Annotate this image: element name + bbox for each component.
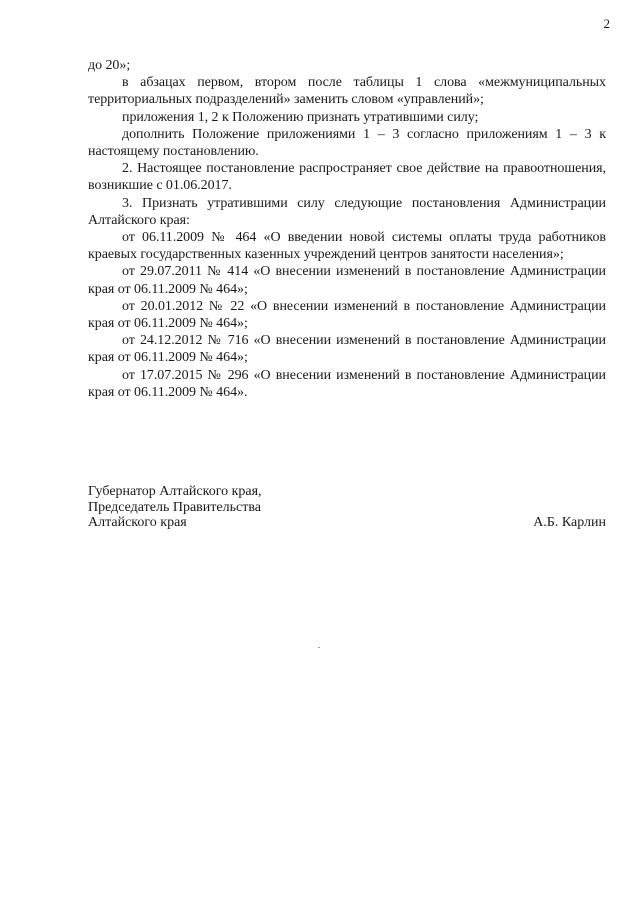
paragraph: приложения 1, 2 к Положению признать утратившими силу; [122, 109, 479, 125]
page-number: 2 [603, 16, 610, 31]
repealed-act-item: от 20.01.2012 № 22 «О внесении изменений в постановление Администрации края от 06.11.2009 № 464»; [88, 298, 606, 332]
signatory-title-line: Алтайского края [88, 515, 187, 530]
paragraph-continuation: до 20»; [88, 58, 131, 73]
paragraph: в абзацах первом, втором после таблицы 1 слова «межмуниципальных территориальных подразделений» заменить словом «управлений»; [88, 75, 606, 108]
repealed-act-item: от 17.07.2015 № 296 «О внесении изменений в постановление Администрации края от 06.11.2009 № 464». [88, 367, 606, 400]
repealed-act-item: от 06.11.2009 № 464 «О введении новой системы оплаты труда работников краевых государственных казенных учреждений центров занятости населения»; [88, 230, 606, 263]
paragraph: дополнить Положение приложениями 1 – 3 согласно приложениям 1 – 3 к настоящему постановлению. [88, 126, 606, 160]
repealed-act-item: от 24.12.2012 № 716 «О внесении изменений в постановление Администрации края от 06.11.2009 № 464»; [88, 333, 606, 366]
paragraph-clause-2: 2. Настоящее постановление распространяет свое действие на правоотношения, возникшие с 01.06.2017. [88, 161, 606, 194]
signatory-name: А.Б. Карлин [533, 515, 606, 530]
paragraph-clause-3: 3. Признать утратившими силу следующие постановления Администрации Алтайского края: [88, 195, 606, 228]
document-body [88, 57, 606, 401]
signatory-title-line: Губернатор Алтайского края, [88, 484, 262, 499]
scan-speck [318, 647, 320, 648]
signature-block [88, 484, 606, 531]
repealed-act-item: от 29.07.2011 № 414 «О внесении изменений в постановление Администрации края от 06.11.2009 № 464»; [88, 264, 606, 297]
signatory-title-line: Председатель Правительства [88, 499, 261, 515]
